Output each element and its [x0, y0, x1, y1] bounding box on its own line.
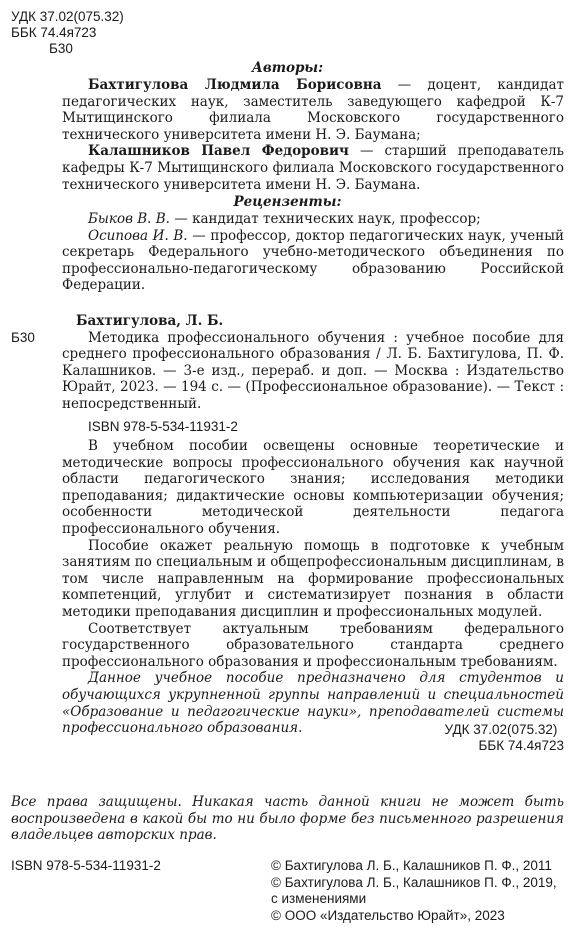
abstract-p4: Данное учебное пособие предназначено для студентов и обучающихся укрупненной группы направлений и специальностей «Образование и педагогические науки», преподавателей системы профессионального образования.: [62, 670, 564, 737]
bottom-isbn: ISBN 978-5-534-11931-2: [11, 858, 161, 873]
authors-heading: Авторы:: [251, 60, 324, 76]
footer-codes: [445, 722, 564, 754]
entry-margin-code: Б30: [11, 330, 35, 345]
entry-isbn: ISBN 978-5-534-11931-2: [88, 418, 238, 434]
author-1-desc: — доцент, кандидат педагогических наук, заместитель заведующего кафедрой К-7 Мытищинского филиала Московского государственного технического университета имени Н. Э. Баумана;: [62, 77, 564, 143]
author-2-name: Калашников Павел Федорович: [88, 143, 349, 160]
abstract-p3: Соответствует актуальным требованиям федерального государственного образовательного стандарта среднего профессионального образования и профессиональным требованиям.: [62, 620, 564, 670]
abstract-block: [62, 438, 564, 737]
author-2-desc: — старший преподаватель кафедры К-7 Мытищинского филиала Московского государственного технического университета имени Н. Э. Баумана.: [62, 143, 564, 193]
copyright-2: © Бахтигулова Л. Б., Калашников П. Ф., 2019, с изменениями: [271, 874, 557, 907]
author-1: [62, 77, 564, 143]
reviewer-1: [62, 211, 564, 228]
author-1-name: Бахтигулова Людмила Борисовна: [88, 77, 382, 93]
reviewer-2-name: Осипова И. В.: [88, 227, 188, 244]
reviewer-1-desc: — кандидат технических наук, профессор;: [169, 211, 481, 227]
abstract-p2: Пособие окажет реальную помощь в подготовке к учебным занятиям по специальным и общепрофессиональным дисциплинам, в том числе направленным на формирование профессиональных компетенций, углубит и систематизирует познания в области методики преподавания дисциплин и профессиональных модулей.: [62, 537, 564, 620]
copyright-3: © ООО «Издательство Юрайт», 2023: [271, 907, 505, 923]
footer-udk: УДК 37.02(075.32): [444, 722, 558, 737]
entry-block: [62, 313, 564, 435]
author-2: [62, 143, 564, 193]
copyright-1: © Бахтигулова Л. Б., Калашников П. Ф., 2011: [271, 858, 552, 873]
authors-block: [62, 77, 564, 193]
author-mark: Б30: [49, 41, 73, 56]
udk-code: УДК 37.02(075.32): [11, 9, 124, 24]
entry-author: Бахтигулова, Л. Б.: [76, 313, 224, 329]
bbk-code: ББК 74.4я723: [11, 25, 97, 40]
top-codes: [11, 9, 124, 57]
entry-description: Методика профессионального обучения : учебное пособие для среднего профессионального образования / Л. Б. Бахтигулова, П. Ф. Калашников. — 3-е изд., перераб. и доп. — Москва : Издательство Юрайт, 2023. — 194 с. — (Профессиональное образование). — Текст : непосредственный.: [62, 329, 564, 412]
reviewer-2: [62, 228, 564, 294]
abstract-p1: В учебном пособии освещены основные теоретические и методические вопросы профессионального обучения как научной области педагогического знания; исследования методики преподавания; дидактические основы компьютеризации обучения; особенности методической деятельности педагога профессионального обучения.: [62, 438, 564, 537]
footer-bbk: ББК 74.4я723: [478, 738, 564, 753]
reviewer-2-desc: — профессор, доктор педагогических наук, ученый секретарь Федерального учебно-методического объединения по профессионально-педагогическому образованию Российской Федерации.: [62, 227, 564, 294]
rights-notice: Все права защищены. Никакая часть данной книги не может быть воспроизведена в какой бы то ни было форме без письменного разрешения владельцев авторских прав.: [11, 794, 564, 844]
reviewers-heading: Рецензенты:: [233, 194, 342, 210]
reviewers-block: [62, 211, 564, 294]
reviewer-1-name: Быков В. В.: [88, 211, 170, 227]
copyright-block: [271, 858, 567, 924]
